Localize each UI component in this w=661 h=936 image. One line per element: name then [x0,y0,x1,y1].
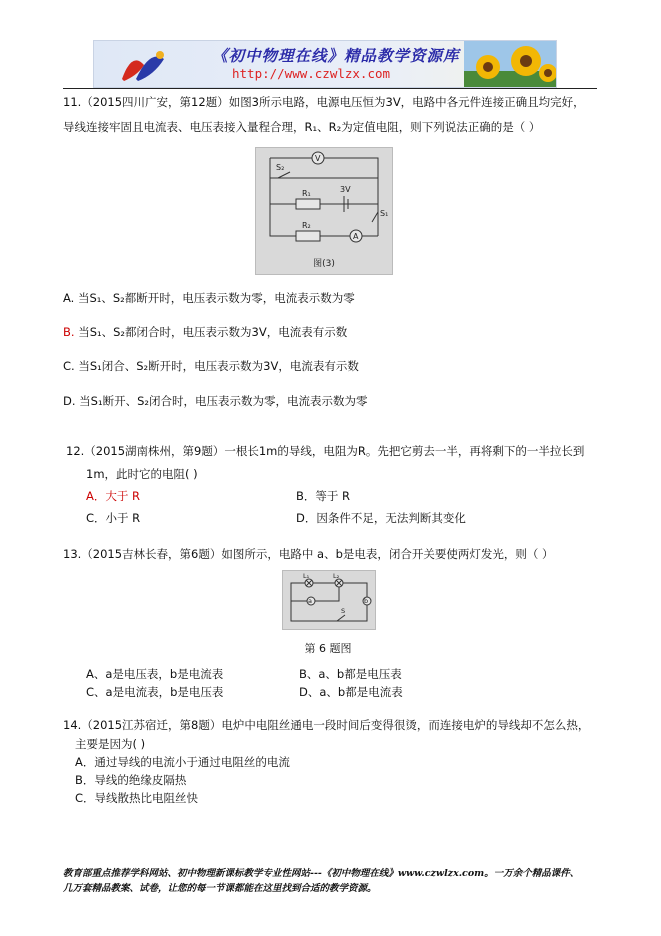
q13-option-b[interactable]: B、a、b都是电压表 [299,667,402,681]
q11-fig-a: A [353,232,359,241]
q12-stem-line1: 12.（2015湖南株州，第9题）一根长1m的导线，电阻为R。先把它剪去一半，再将剩下的一半拉长到 [66,444,585,458]
q14-option-c[interactable]: C．导线散热比电阻丝快 [75,791,199,805]
q11-option-b-letter: B. [63,325,75,339]
q11-fig-caption: 图(3) [313,259,335,269]
banner-url[interactable]: http://www.czwlzx.com [232,66,391,81]
q11-option-a[interactable]: A. 当S₁、S₂都断开时，电压表示数为零，电流表示数为零 [63,291,355,305]
header-rule [63,88,597,89]
q13-fig-l2: L₂ [333,572,340,580]
q13-option-d[interactable]: D、a、b都是电流表 [299,685,403,699]
q14-option-b[interactable]: B．导线的绝缘皮隔热 [75,773,187,787]
q11-option-c[interactable]: C. 当S₁闭合、S₂断开时，电压表示数为3V，电流表有示数 [63,359,359,373]
q12-stem-line2: 1m，此时它的电阻( ) [86,467,198,481]
q11-fig-s1: S₁ [380,209,389,218]
q11-stem-line1: 11.（2015四川广安，第12题）如图3所示电路，电源电压恒为3V，电路中各元件连接正确且均完好， [63,95,585,109]
q13-fig-b: b [364,597,369,605]
q11-fig-s2: S₂ [276,163,285,172]
q11-stem-line2: 导线连接牢固且电流表、电压表接入量程合理，R₁、R₂为定值电阻，则下列说法正确的是（ ） [63,120,541,134]
q11-option-d[interactable]: D. 当S₁断开、S₂闭合时，电压表示数为零，电流表示数为零 [63,394,368,408]
q13-fig-a: a [308,597,312,605]
banner-title: 《初中物理在线》精品教学资源库 [212,46,460,65]
q14-option-a[interactable]: A．通过导线的电流小于通过电阻丝的电流 [75,755,290,769]
q11-option-b[interactable] [63,324,347,340]
circuit-diagram-icon [283,571,375,629]
footer-line2: 几万套精品教案、试卷，让您的每一节课都能在这里找到合适的教学资源。 [63,883,377,894]
q12-option-b[interactable]: B．等于 R [296,489,351,503]
q13-option-a[interactable]: A、a是电压表，b是电流表 [86,667,224,681]
q13-fig-caption: 第 6 题图 [304,642,352,655]
q11-fig-v: V [315,154,321,163]
q12-option-a[interactable] [86,488,140,504]
footer-line1: 教育部重点推荐学科网站、初中物理新课标教学专业性网站---《初中物理在线》www.czwlzx.com。一万余个精品课件、 [63,868,580,879]
circuit-diagram-icon [256,148,392,274]
q13-option-c[interactable]: C、a是电流表，b是电压表 [86,685,224,699]
q11-fig-battery: 3V [340,185,351,194]
sunflower-icon [464,41,556,87]
q11-fig-r2: R₂ [302,221,311,230]
q12-option-a-text: A．大于 R [86,489,141,503]
q13-stem: 13.（2015吉林长春，第6题）如图所示，电路中 a、b是电表，闭合开关要使两灯发光，则（ ） [63,547,554,561]
q11-circuit-figure [255,147,393,275]
q13-fig-l1: L₁ [303,572,310,580]
q13-circuit-figure [282,570,376,630]
q12-option-c[interactable]: C．小于 R [86,511,141,525]
q11-option-b-text: 当S₁、S₂都闭合时，电压表示数为3V，电流表有示数 [74,325,348,339]
q11-fig-r1: R₁ [302,189,311,198]
q13-fig-s: S [341,607,346,615]
q12-option-d[interactable]: D．因条件不足，无法判断其变化 [296,511,466,525]
header-banner [93,40,557,88]
site-logo-icon [114,45,174,83]
q14-stem-line2: 主要是因为( ) [75,737,146,751]
q14-stem-line1: 14.（2015江苏宿迁，第8题）电炉中电阻丝通电一段时间后变得很烫，而连接电炉的导线却不怎么热， [63,718,590,732]
